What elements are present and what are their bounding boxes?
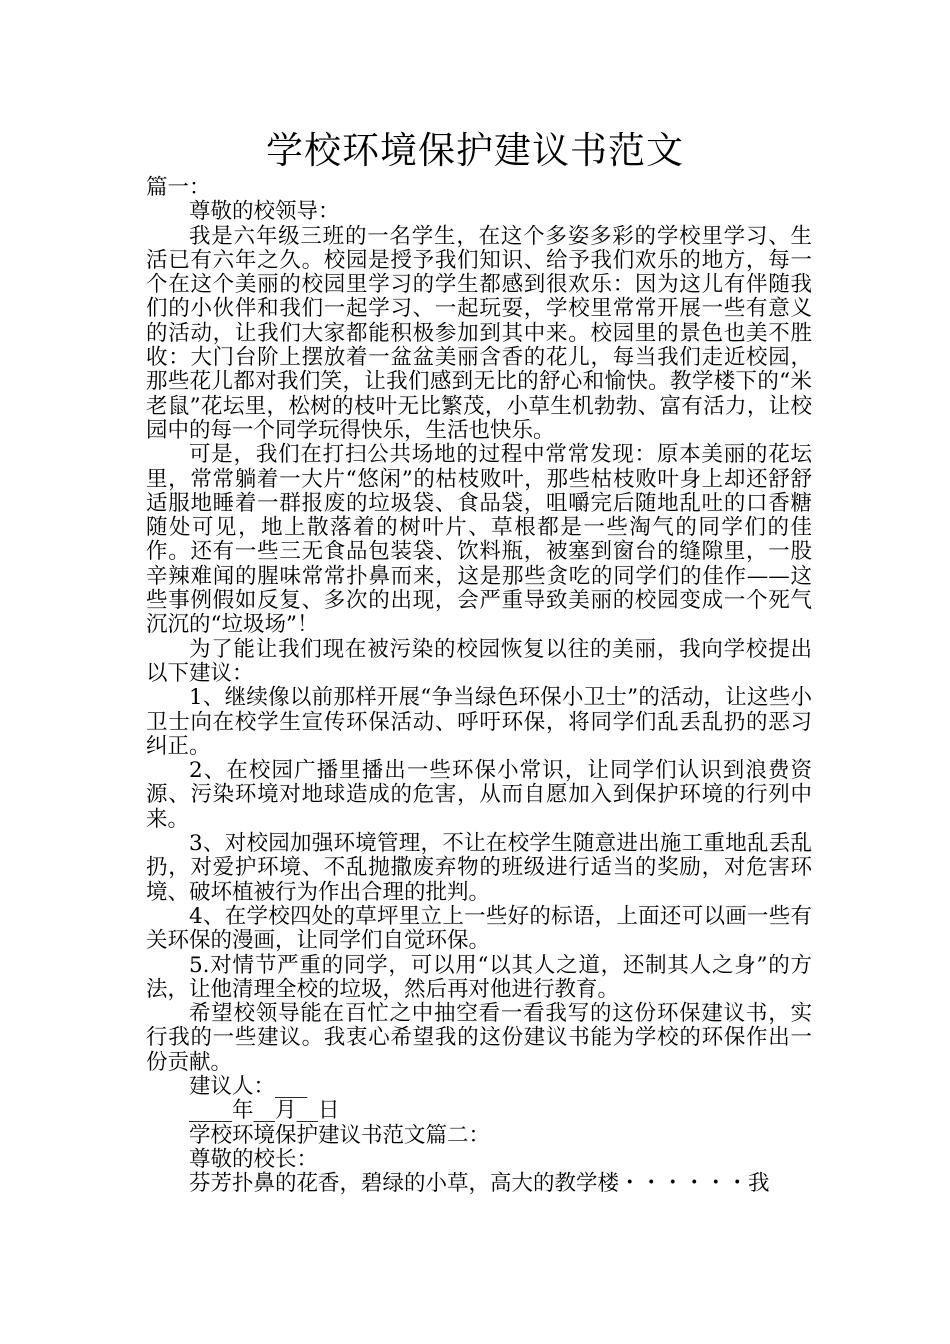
signature-line: 建议人：___ [189,1073,308,1099]
suggestion-2: 2、在校园广播里播出一些环保小常识，让同学们认识到浪费资源、污染环境对地球造成的危害，从而自愿加入到保护环境的行列中来。 [146,758,812,832]
document-body [146,176,812,1196]
suggestion-4: 4、在学校四处的草坪里立上一些好的标语，上面还可以画一些有关环保的漫画，让同学们自觉环保。 [146,903,812,954]
greeting-two: 尊敬的校长： [189,1146,319,1172]
document-title: 学校环境保护建议书范文 [266,129,684,172]
paragraph-proposal: 为了能让我们现在被污染的校园恢复以往的美丽，我向学校提出以下建议： [146,636,812,686]
paragraph-problem: 可是，我们在打扫公共场地的过程中常常发现：原本美丽的花坛里，常常躺着一大片“悠闲”的枯枝败叶，那些枯枝败叶身上却还舒舒适服地睡着一群报废的垃圾袋、食品袋，咀嚼完后随地乱吐的口香糖随处可见，地上散落着的树叶片、草根都是一些淘气的同学们的佳作。还有一些三无食品包装袋、饮料瓶，被塞到窗台的缝隙里，一股辛辣难闻的腥味常常扑鼻而来，这是那些贪吃的同学们的佳作——这些事例假如反复、多次的出现，会严重导致美丽的校园变成一个死气沉沉的“垃圾场”！ [146,442,812,638]
section-one-label: 篇一： [146,175,211,200]
suggestion-1: 1、继续像以前那样开展“争当绿色环保小卫士”的活动，让这些小卫士向在校学生宣传环保活动、呼吁环保，将同学们乱丢乱扔的恶习纠正。 [146,685,812,759]
suggestion-5: 5.对情节严重的同学，可以用“以其人之道，还制其人之身”的方法，让他清理全校的垃圾，然后再对他进行教育。 [146,952,812,1002]
suggestion-3: 3、对校园加强环境管理，不让在校学生随意进出施工重地乱丢乱扔，对爱护环境、不乱抛撒废弃物的班级进行适当的奖励，对危害环境、破坏植被行为作出合理的批判。 [146,831,812,905]
date-line: ____年__月__日 [189,1098,340,1124]
section-two-title: 学校环境保护建议书范文篇二： [189,1122,491,1148]
section-two-first-line: 芬芳扑鼻的花香，碧绿的小草，高大的教学楼・・・・・・我 [189,1171,770,1197]
greeting: 尊敬的校领导： [189,199,340,225]
paragraph-intro: 我是六年级三班的一名学生，在这个多姿多彩的学校里学习、生活已有六年之久。校园是授予我们知识、给予我们欢乐的地方，每一个在这个美丽的校园里学习的学生都感到很欢乐：因为这儿有伴随我们的小伙伴和我们一起学习、一起玩耍，学校里常常开展一些有意义的活动，让我们大家都能积极参加到其中来。校园里的景色也美不胜收：大门台阶上摆放着一盆盆美丽含香的花儿，每当我们走近校园，那些花儿都对我们笑，让我们感到无比的舒心和愉快。教学楼下的“米老鼠”花坛里，松树的枝叶无比繁茂，小草生机勃勃、富有活力，让校园中的每一个同学玩得快乐，生活也快乐。 [146,223,812,443]
paragraph-closing: 希望校领导能在百忙之中抽空看一看我写的这份环保建议书，实行我的一些建议。我衷心希望我的这份建议书能为学校的环保作出一份贡献。 [146,1001,812,1075]
